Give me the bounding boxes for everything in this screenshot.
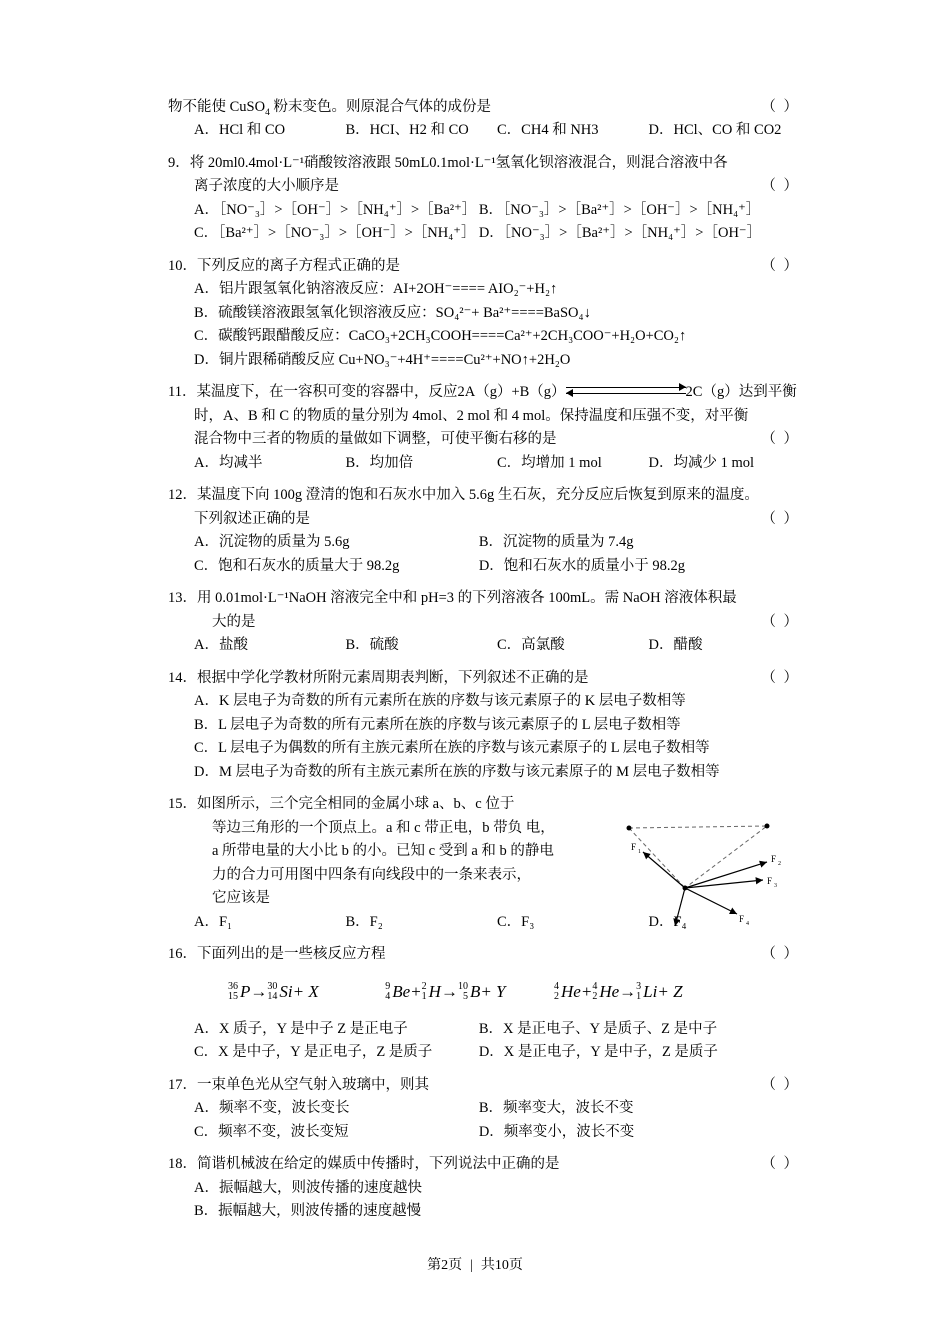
option-d[interactable]: D．M 层电子为奇数的所有主族元素所在族的序数与该元素原子的 M 层电子数相等 bbox=[194, 763, 720, 780]
question-13 bbox=[168, 587, 800, 657]
answer-bracket: （ ） bbox=[761, 945, 800, 962]
mass-number: 9 bbox=[385, 980, 391, 992]
question-17-number: 17． bbox=[168, 1076, 197, 1093]
question-13-stem-line2 bbox=[168, 611, 800, 634]
question-17 bbox=[168, 1074, 800, 1144]
question-12-text2: 下列叙述正确的是 bbox=[194, 510, 310, 527]
question-9-text2: 离子浓度的大小顺序是 bbox=[194, 178, 339, 195]
atomic-number: 15 bbox=[228, 991, 238, 1003]
nuclear-equation-2 bbox=[385, 977, 505, 1006]
question-12-number: 12． bbox=[168, 487, 197, 504]
question-11-text1a: 某温度下，在一容积可变的容器中，反应2A（g）+B（g） bbox=[196, 384, 566, 401]
element-symbol: Li bbox=[643, 982, 658, 1002]
option-a[interactable]: A．K 层电子为奇数的所有元素所在族的序数与该元素原子的 K 层电子数相等 bbox=[194, 693, 686, 710]
option-a[interactable]: A．均减半 bbox=[194, 454, 263, 471]
question-11 bbox=[168, 381, 800, 475]
element-symbol: He bbox=[561, 982, 581, 1002]
answer-bracket: （ ） bbox=[761, 613, 800, 630]
option-c[interactable]: C．频率不变，波长变短 bbox=[194, 1123, 349, 1140]
element-symbol: He bbox=[599, 982, 620, 1002]
question-17-text: 一束单色光从空气射入玻璃中，则其 bbox=[197, 1076, 429, 1093]
question-8-stem-text: 物不能使 CuSO$_4$ 粉末变色。则原混合气体的成份是 bbox=[168, 99, 491, 118]
question-15-stem-line5: 它应该是 bbox=[212, 890, 270, 907]
question-11-text3: 混合物中三者的物质的量做如下调整，可使平衡右移的是 bbox=[194, 431, 557, 448]
option-b[interactable]: B．沉淀物的质量为 7.4g bbox=[478, 534, 634, 551]
atomic-number: 14 bbox=[267, 991, 278, 1003]
reaction-arrow: → bbox=[440, 982, 458, 1002]
question-14-stem bbox=[168, 667, 800, 690]
option-d[interactable]: D．醋酸 bbox=[648, 637, 703, 654]
question-15-text1: 如图所示，三个完全相同的金属小球 a、b、c 位于 bbox=[197, 796, 515, 813]
answer-bracket: （ ） bbox=[761, 669, 800, 686]
atomic-number: 2 bbox=[554, 991, 560, 1003]
reaction-arrow: → bbox=[619, 982, 637, 1002]
question-11-options bbox=[168, 452, 800, 475]
option-a[interactable]: A．铝片跟氢氧化钠溶液反应：AI+2OH⁻==== AIO₂⁻+H₂↑ bbox=[194, 281, 558, 298]
option-c[interactable]: C．CH4 和 NH3 bbox=[497, 122, 599, 139]
question-9-text1: 将 20ml0.4mol·L⁻¹硝酸铵溶液跟 50mL0.1mol·L⁻¹氢氧化钡溶液混合，则混合溶液中各 bbox=[189, 154, 728, 171]
product-y: + Y bbox=[480, 982, 506, 1002]
question-8-options bbox=[168, 119, 800, 142]
question-11-text1b: 2C（g）达到平衡 bbox=[685, 384, 797, 401]
answer-bracket: （ ） bbox=[761, 431, 800, 448]
question-8-stem bbox=[168, 96, 800, 119]
figure-label-f4: F bbox=[739, 914, 745, 924]
answer-bracket: （ ） bbox=[761, 1076, 800, 1093]
product-x: + X bbox=[292, 982, 319, 1002]
reaction-arrow: → bbox=[250, 982, 268, 1002]
question-10-text: 下列反应的离子方程式正确的是 bbox=[197, 257, 400, 274]
question-13-options bbox=[168, 634, 800, 657]
question-10 bbox=[168, 255, 800, 372]
option-a[interactable]: A．HCl 和 CO bbox=[194, 122, 286, 139]
mass-number: 10 bbox=[457, 980, 468, 992]
question-13-stem-line1 bbox=[168, 587, 800, 610]
option-d[interactable]: D．饱和石灰水的质量小于 98.2g bbox=[478, 557, 686, 574]
option-d[interactable]: D．X 是正电子，Y 是中子，Z 是质子 bbox=[478, 1044, 718, 1061]
element-symbol: B bbox=[469, 982, 481, 1002]
footer-current-page: 第2页 bbox=[427, 1258, 463, 1273]
question-12-options-row1 bbox=[168, 531, 800, 554]
option-a[interactable]: A．F₁ bbox=[194, 913, 233, 930]
mass-number: 4 bbox=[554, 980, 560, 992]
nuclear-equation-3 bbox=[554, 977, 683, 1006]
question-15-stem-line1 bbox=[168, 793, 800, 816]
option-d[interactable]: D．均减少 1 mol bbox=[648, 454, 755, 471]
option-c[interactable]: C．均增加 1 mol bbox=[497, 454, 602, 471]
question-15-number: 15． bbox=[168, 796, 197, 813]
option-c[interactable]: C．高氯酸 bbox=[497, 637, 565, 654]
question-17-options-row2 bbox=[168, 1121, 800, 1144]
electrostatic-force-diagram-icon bbox=[617, 818, 832, 938]
question-15-stem-line2: 等边三角形的一个顶点上。a 和 c 带正电，b 带负 电， bbox=[212, 819, 555, 836]
mass-number: 30 bbox=[267, 980, 278, 992]
answer-bracket: （ ） bbox=[761, 510, 800, 527]
question-12-text1: 某温度下向 100g 澄清的饱和石灰水中加入 5.6g 生石灰，充分反应后恢复到原来的温度。 bbox=[197, 487, 759, 504]
figure-label-f3: F bbox=[767, 876, 773, 886]
question-16-options-row1 bbox=[168, 1018, 800, 1041]
atomic-number: 5 bbox=[462, 991, 468, 1003]
option-b[interactable]: B．频率变大，波长不变 bbox=[478, 1100, 634, 1117]
element-symbol: Si bbox=[279, 982, 293, 1002]
question-18-text: 简谐机械波在给定的媒质中传播时，下列说法中正确的是 bbox=[197, 1156, 560, 1173]
option-d[interactable]: D．HCl、CO 和 CO2 bbox=[648, 122, 782, 139]
plus-sign: + bbox=[410, 982, 422, 1002]
question-15-figure bbox=[617, 818, 832, 938]
answer-bracket: （ ） bbox=[761, 257, 800, 274]
product-z: + Z bbox=[657, 982, 683, 1002]
question-8-tail bbox=[168, 96, 800, 143]
question-11-stem-line1 bbox=[168, 381, 800, 404]
mass-number: 2 bbox=[421, 980, 427, 992]
mass-number: 4 bbox=[592, 980, 598, 992]
question-14-number: 14． bbox=[168, 669, 197, 686]
question-10-stem bbox=[168, 255, 800, 278]
option-a[interactable]: A．振幅越大，则波传播的速度越快 bbox=[194, 1179, 422, 1196]
option-c[interactable]: C．X 是中子，Y 是正电子，Z 是质子 bbox=[194, 1044, 433, 1061]
svg-text:3: 3 bbox=[774, 883, 777, 889]
question-16 bbox=[168, 943, 800, 1065]
option-b[interactable]: B．振幅越大，则波传播的速度越慢 bbox=[194, 1203, 422, 1220]
question-9-stem-line2 bbox=[168, 175, 800, 198]
question-9-number: 9． bbox=[168, 154, 190, 171]
question-9 bbox=[168, 152, 800, 246]
atomic-number: 4 bbox=[385, 991, 391, 1003]
question-16-equations bbox=[168, 976, 800, 1006]
option-b[interactable]: B．［NO⁻₃］>［Ba²⁺］>［OH⁻］>［NH₄⁺］ bbox=[478, 201, 761, 218]
question-12-options-row2 bbox=[168, 555, 800, 578]
option-c[interactable]: C．L 层电子为偶数的所有主族元素所在族的序数与该元素原子的 L 层电子数相等 bbox=[194, 740, 710, 757]
option-d[interactable]: D．频率变小，波长不变 bbox=[478, 1123, 635, 1140]
question-13-text2: 大的是 bbox=[212, 613, 256, 630]
question-11-stem-line2: 时，A、B 和 C 的物质的量分别为 4mol、2 mol 和 4 mol。保持温度和压强不变，对平衡 bbox=[194, 407, 749, 424]
option-a[interactable]: A．X 质子，Y 是中子 Z 是正电子 bbox=[194, 1020, 408, 1037]
atomic-number: 2 bbox=[592, 991, 598, 1003]
atomic-number: 1 bbox=[636, 991, 642, 1003]
element-symbol: P bbox=[240, 982, 251, 1002]
question-9-options-row2 bbox=[168, 222, 800, 245]
option-c[interactable]: C．饱和石灰水的质量大于 98.2g bbox=[194, 557, 400, 574]
svg-text:2: 2 bbox=[778, 861, 781, 867]
option-b[interactable]: B．F₂ bbox=[345, 913, 383, 930]
answer-bracket: （ ） bbox=[761, 1156, 800, 1173]
plus-sign: + bbox=[580, 982, 593, 1002]
question-18-stem bbox=[168, 1153, 800, 1176]
option-b[interactable]: B．L 层电子为奇数的所有元素所在族的序数与该元素原子的 L 层电子数相等 bbox=[194, 716, 681, 733]
question-16-number: 16． bbox=[168, 945, 197, 962]
question-9-stem-line1 bbox=[168, 152, 800, 175]
element-symbol: Be bbox=[392, 982, 411, 1002]
question-15-stem-line3: a 所带电量的大小比 b 的小。已知 c 受到 a 和 b 的静电 bbox=[212, 843, 554, 860]
question-12-stem-line1 bbox=[168, 484, 800, 507]
option-a[interactable]: A．［NO⁻₃］>［OH⁻］>［NH₄⁺］>［Ba²⁺］ bbox=[194, 201, 477, 218]
page-footer bbox=[0, 1254, 950, 1274]
question-17-stem bbox=[168, 1074, 800, 1097]
figure-label-f2: F bbox=[771, 854, 777, 864]
question-13-text1: 用 0.01mol·L⁻¹NaOH 溶液完全中和 pH=3 的下列溶液各 100mL。需 NaOH 溶液体积最 bbox=[197, 590, 737, 607]
svg-text:4: 4 bbox=[746, 921, 749, 927]
element-symbol: H bbox=[428, 982, 441, 1002]
question-16-stem bbox=[168, 943, 800, 966]
option-b[interactable]: B．均加倍 bbox=[345, 454, 414, 471]
answer-bracket: （ ） bbox=[761, 178, 800, 195]
option-b[interactable]: B．X 是正电子、Y 是质子、Z 是中子 bbox=[478, 1020, 718, 1037]
question-16-options-row2 bbox=[168, 1041, 800, 1064]
question-14-text: 根据中学化学教材所附元素周期表判断，下列叙述不正确的是 bbox=[197, 669, 589, 686]
mass-number: 36 bbox=[228, 980, 238, 992]
question-17-options-row1 bbox=[168, 1097, 800, 1120]
option-d[interactable]: D．铜片跟稀硝酸反应 Cu+NO₃⁻+4H⁺====Cu²⁺+NO↑+2H₂O bbox=[194, 351, 571, 368]
option-b[interactable]: B．硫酸镁溶液跟氢氧化钡溶液反应：SO₄²⁻+ Ba²⁺====BaSO₄↓ bbox=[194, 304, 591, 321]
question-16-text: 下面列出的是一些核反应方程 bbox=[197, 945, 386, 962]
option-c[interactable]: C．碳酸钙跟醋酸反应：CaCO₃+2CH₃COOH====Ca²⁺+2CH₃COO⁻+H₂O+CO₂↑ bbox=[194, 328, 687, 345]
question-12-stem-line2 bbox=[168, 508, 800, 531]
option-a[interactable]: A．沉淀物的质量为 5.6g bbox=[194, 534, 350, 551]
question-14 bbox=[168, 667, 800, 784]
question-15-stem-line4: 力的合力可用图中四条有向线段中的一条来表示， bbox=[212, 866, 531, 883]
question-11-stem-line3 bbox=[168, 428, 800, 451]
option-a[interactable]: A．频率不变，波长变长 bbox=[194, 1100, 350, 1117]
svg-text:1: 1 bbox=[638, 849, 641, 855]
answer-bracket: （ ） bbox=[761, 99, 800, 115]
footer-total-pages: 共10页 bbox=[480, 1258, 523, 1273]
figure-label-f1: F bbox=[631, 842, 637, 852]
option-d[interactable]: D．F₄ bbox=[648, 913, 687, 930]
option-c[interactable]: C．F₃ bbox=[497, 913, 535, 930]
question-12 bbox=[168, 484, 800, 578]
question-9-options-row1 bbox=[168, 199, 800, 222]
option-c[interactable]: C．［Ba²⁺］>［NO⁻₃］>［OH⁻］>［NH₄⁺］ bbox=[194, 225, 476, 242]
option-b[interactable]: B．硫酸 bbox=[345, 637, 399, 654]
mass-number: 3 bbox=[636, 980, 642, 992]
nuclear-equation-1 bbox=[228, 977, 319, 1006]
option-d[interactable]: D．［NO⁻₃］>［Ba²⁺］>［NH₄⁺］>［OH⁻］ bbox=[478, 225, 762, 242]
question-13-number: 13． bbox=[168, 590, 197, 607]
question-11-number: 11． bbox=[168, 384, 197, 401]
footer-separator: | bbox=[470, 1258, 473, 1273]
equilibrium-arrow-icon bbox=[566, 386, 686, 400]
question-10-number: 10． bbox=[168, 257, 197, 274]
question-18-number: 18． bbox=[168, 1156, 197, 1173]
option-b[interactable]: B．HCI、H2 和 CO bbox=[345, 122, 469, 139]
atomic-number: 1 bbox=[421, 991, 427, 1003]
option-a[interactable]: A．盐酸 bbox=[194, 637, 248, 654]
question-18 bbox=[168, 1153, 800, 1223]
